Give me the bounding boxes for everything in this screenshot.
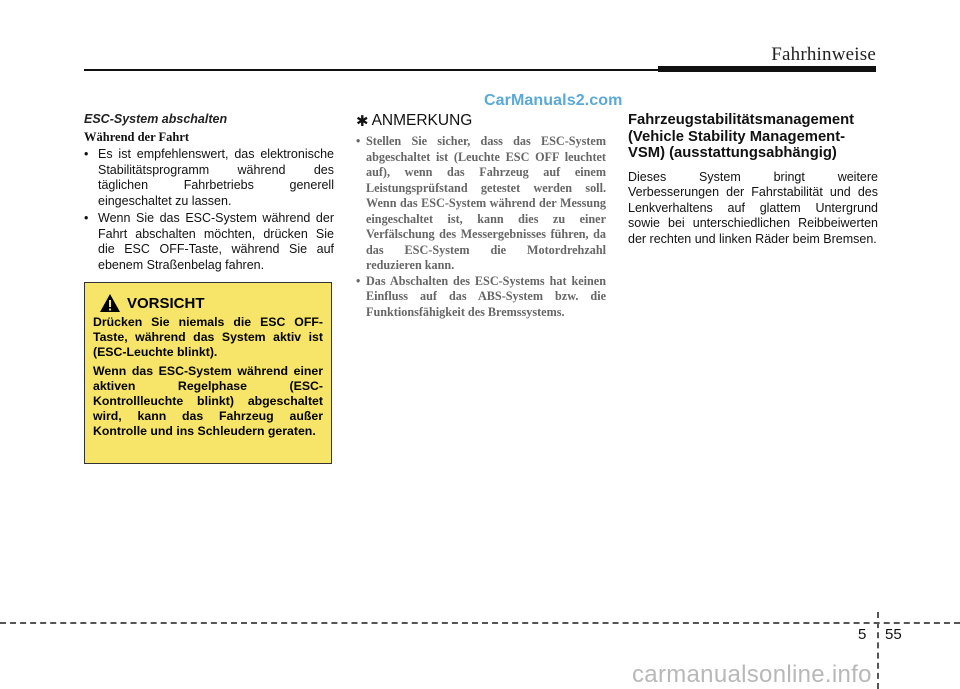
section-body: Dieses System bringt weitere Verbesserungen der Fahrstabilität und des Lenkverhaltens auf glattem Untergrund sowie bei unterschiedlichen Reibbeiwerten der rechten und linken Räder beim Bremsen. (628, 169, 878, 246)
header-rule (84, 69, 660, 71)
page-header-title: Fahrhinweise (771, 44, 876, 65)
list-item: • Das Abschalten des ESC-Systems hat keinen Einfluss auf das ABS-System bzw. die Funktionsfähigkeit des Bremssystems. (356, 273, 606, 319)
sub-heading: Während der Fahrt (84, 130, 190, 144)
star-icon: ✱ (356, 113, 369, 130)
column-right (628, 112, 878, 247)
column-middle (356, 112, 606, 320)
caution-header (93, 293, 323, 313)
watermark-top: CarManuals2.com (484, 92, 623, 109)
chapter-number: 5 (858, 626, 867, 643)
footer-rule (0, 622, 960, 624)
list-item: • Stellen Sie sicher, dass das ESC-System abgeschaltet ist (Leuchte ESC OFF leuchtet auf), wenn das Fahrzeug auf einem Leistungsprüfstand getestet werden soll. Wenn das ESC-System während der Messung eingeschaltet ist, kann dies zu einer Verfälschung des Messergebnisses führen, da das ESC-System die Motordrehzahl reduzieren kann. (356, 134, 606, 272)
note-label: ANMERKUNG (371, 112, 473, 129)
caution-text: Wenn das ESC-System während einer aktiven Regelphase (ESC-Kontrollleuchte blinkt) abgeschaltet wird, kann das Fahrzeug außer Kontrolle und ins Schleudern geraten. (93, 363, 323, 439)
caution-box (84, 282, 332, 464)
warning-triangle-icon (99, 293, 121, 313)
list-item: • Wenn Sie das ESC-System während der Fahrt abschalten möchten, drücken Sie die ESC OFF-Taste, während Sie auf ebenem Straßenbelag fahren. (84, 211, 334, 272)
page-number: 55 (885, 626, 902, 643)
column-left (84, 112, 334, 275)
header-rule-accent (658, 66, 876, 72)
list-item: • Es ist empfehlenswert, das elektronische Stabilitätsprogramm während des täglichen Fahrbetriebs generell eingeschaltet zu lassen. (84, 147, 334, 208)
note-list (356, 134, 606, 320)
watermark-bottom: carmanualsonline.info (632, 661, 872, 688)
bullet-list (84, 147, 334, 273)
caution-text: Drücken Sie niemals die ESC OFF-Taste, während das System aktiv ist (ESC-Leuchte blinkt). (93, 315, 323, 360)
section-title: ESC-System abschalten (84, 112, 228, 126)
footer-divider (877, 612, 879, 689)
section-heading: Fahrzeugstabilitätsmanagement (Vehicle Stability Management-VSM) (ausstattungsabhängig) (628, 112, 855, 161)
note-header (356, 112, 606, 130)
caution-label: VORSICHT (127, 294, 205, 312)
